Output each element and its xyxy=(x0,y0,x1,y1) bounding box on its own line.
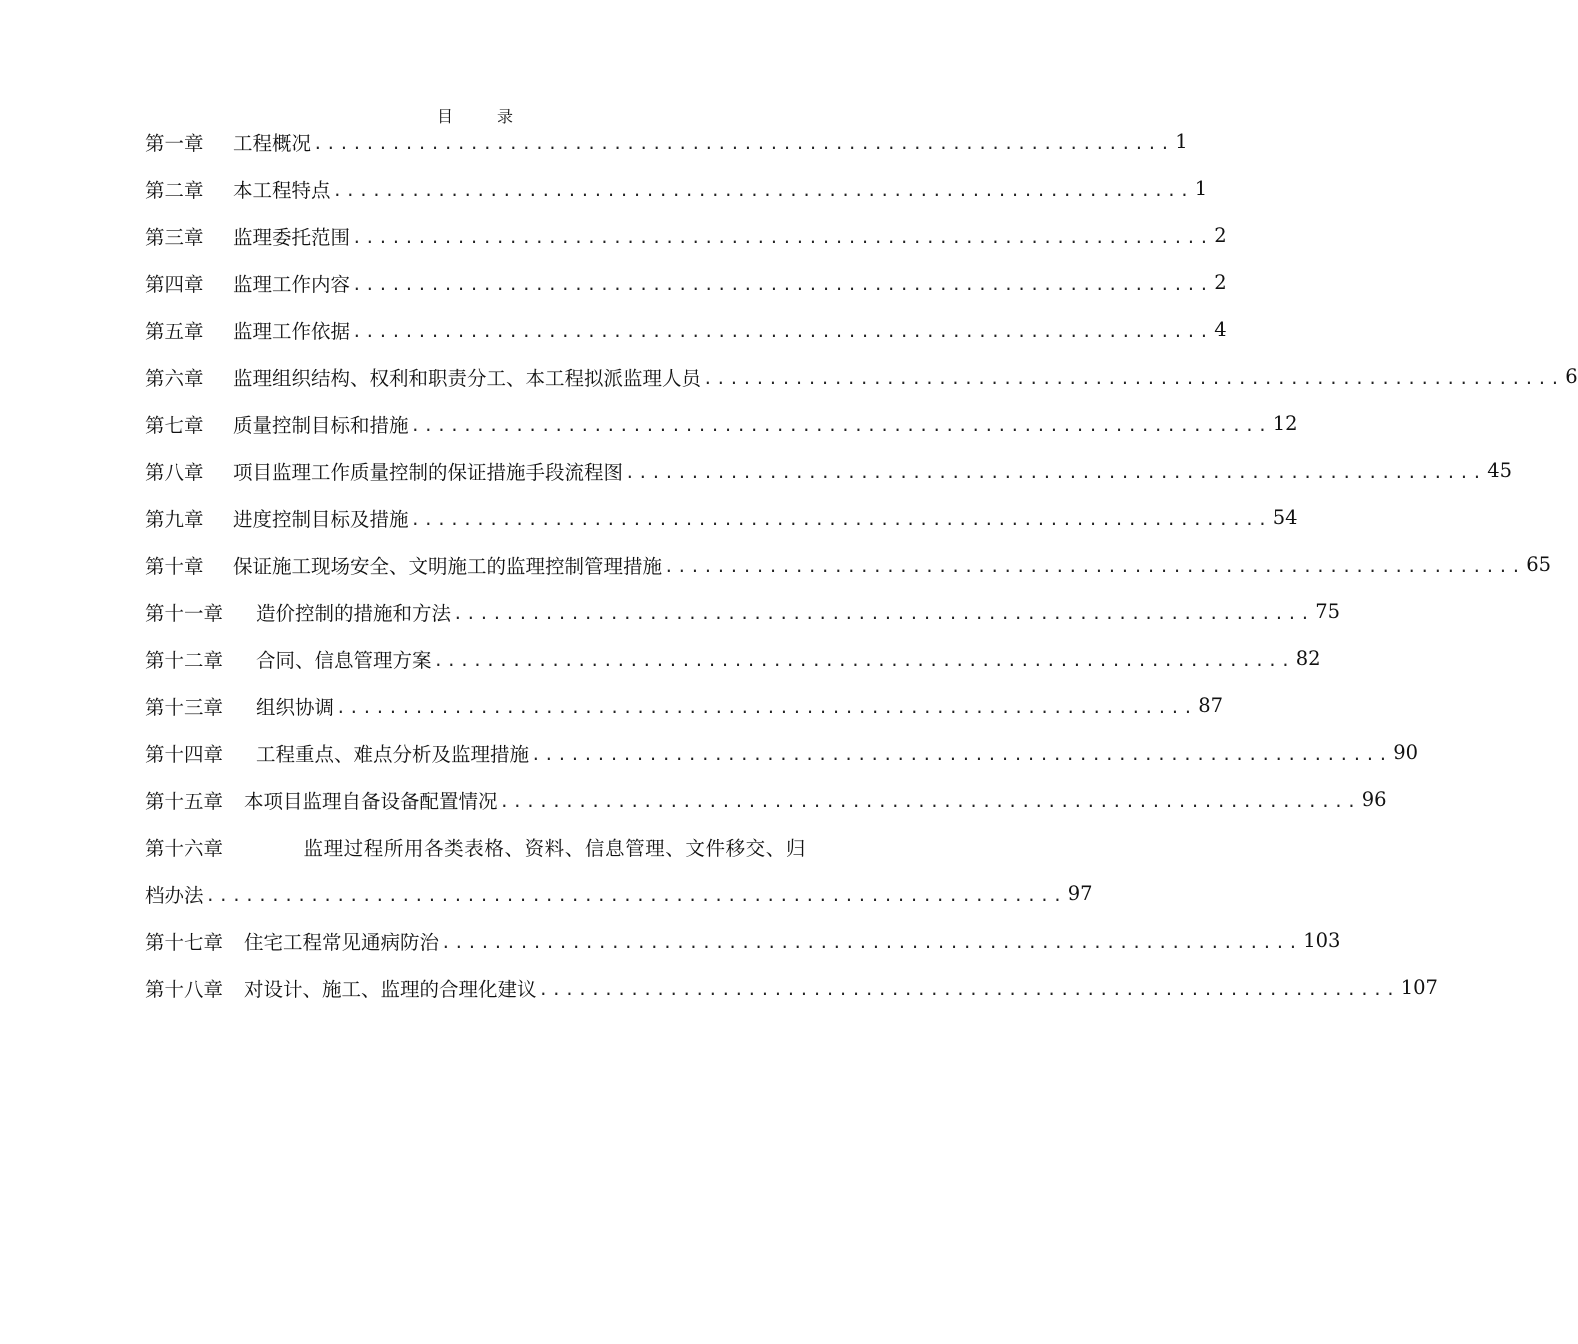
page-number: 1 xyxy=(1175,130,1188,153)
chapter-title: 监理过程所用各类表格、资料、信息管理、文件移交、归 xyxy=(303,836,806,860)
page-number: 97 xyxy=(1067,882,1093,905)
page-number: 65 xyxy=(1526,553,1552,576)
table-of-contents xyxy=(145,118,1578,1011)
page-number: 4 xyxy=(1214,318,1227,341)
page-number: 75 xyxy=(1315,600,1341,623)
chapter-title: 监理组织结构、权利和职责分工、本工程拟派监理人员 xyxy=(233,366,702,390)
chapter-number: 第三章 xyxy=(145,225,204,249)
dot-leader: .................................................................. xyxy=(499,792,1360,811)
chapter-number: 第七章 xyxy=(145,413,204,437)
chapter-title: 工程概况 xyxy=(233,131,312,155)
toc-entry[interactable] xyxy=(145,588,1341,635)
toc-entry[interactable] xyxy=(145,353,1578,400)
toc-entry[interactable] xyxy=(145,776,1387,823)
toc-entry[interactable] xyxy=(145,400,1298,447)
page-number: 1 xyxy=(1194,177,1208,200)
page-number: 2 xyxy=(1214,271,1227,294)
page-number: 90 xyxy=(1393,741,1419,764)
chapter-number: 第十二章 xyxy=(145,648,224,672)
chapter-title: 监理委托范围 xyxy=(233,225,351,249)
chapter-title: 本工程特点 xyxy=(233,178,331,202)
dot-leader: .................................................................. xyxy=(433,651,1294,670)
chapter-title: 监理工作依据 xyxy=(233,319,351,343)
toc-entry[interactable] xyxy=(145,635,1321,682)
toc-entry-continuation[interactable] xyxy=(145,870,1093,917)
page-number: 45 xyxy=(1487,459,1513,482)
dot-leader: .................................................................. xyxy=(313,134,1174,153)
chapter-title: 监理工作内容 xyxy=(233,272,351,296)
toc-entry[interactable] xyxy=(145,447,1513,494)
chapter-number: 第一章 xyxy=(145,131,204,155)
chapter-title: 对设计、施工、监理的合理化建议 xyxy=(244,977,537,1001)
dot-leader: .................................................................. xyxy=(538,980,1399,999)
dot-leader: .................................................................. xyxy=(625,463,1486,482)
toc-entry[interactable] xyxy=(145,306,1227,353)
page-number: 103 xyxy=(1303,929,1341,952)
toc-entry[interactable] xyxy=(145,964,1438,1011)
toc-entry[interactable] xyxy=(145,541,1552,588)
dot-leader: .................................................................. xyxy=(352,275,1213,294)
chapter-number: 第十章 xyxy=(145,554,204,578)
chapter-number: 第五章 xyxy=(145,319,204,343)
dot-leader: .................................................................. xyxy=(410,510,1271,529)
chapter-title: 项目监理工作质量控制的保证措施手段流程图 xyxy=(233,460,624,484)
page-number: 2 xyxy=(1214,224,1227,247)
chapter-number: 第十六章 xyxy=(145,836,224,860)
toc-entry[interactable] xyxy=(145,259,1227,306)
chapter-number: 第九章 xyxy=(145,507,204,531)
chapter-title-continuation: 档办法 xyxy=(145,883,204,907)
dot-leader: .................................................................. xyxy=(332,181,1193,200)
chapter-title: 质量控制目标和措施 xyxy=(233,413,409,437)
page-number: 82 xyxy=(1295,647,1321,670)
toc-entry[interactable] xyxy=(145,823,806,870)
dot-leader: .................................................................. xyxy=(205,886,1066,905)
chapter-title: 本项目监理自备设备配置情况 xyxy=(244,789,498,813)
chapter-title: 工程重点、难点分析及监理措施 xyxy=(256,742,530,766)
page-number: 107 xyxy=(1400,976,1438,999)
chapter-title: 住宅工程常见通病防治 xyxy=(244,930,440,954)
chapter-number: 第六章 xyxy=(145,366,204,390)
toc-entry[interactable] xyxy=(145,494,1298,541)
page-number: 87 xyxy=(1198,694,1224,717)
page-number: 12 xyxy=(1272,412,1298,435)
toc-entry[interactable] xyxy=(145,165,1208,212)
chapter-number: 第十三章 xyxy=(145,695,224,719)
dot-leader: .................................................................. xyxy=(531,745,1392,764)
dot-leader: .................................................................. xyxy=(352,228,1213,247)
dot-leader: .................................................................. xyxy=(664,557,1525,576)
page-number: 96 xyxy=(1361,788,1387,811)
toc-entry[interactable] xyxy=(145,118,1188,165)
chapter-title: 保证施工现场安全、文明施工的监理控制管理措施 xyxy=(233,554,663,578)
chapter-title: 组织协调 xyxy=(256,695,335,719)
chapter-number: 第十七章 xyxy=(145,930,224,954)
chapter-number: 第十五章 xyxy=(145,789,224,813)
chapter-title: 合同、信息管理方案 xyxy=(256,648,432,672)
chapter-number: 第十一章 xyxy=(145,601,224,625)
toc-title: 目 录 xyxy=(436,107,527,126)
toc-entry[interactable] xyxy=(145,212,1227,259)
chapter-number: 第二章 xyxy=(145,178,204,202)
toc-entry[interactable] xyxy=(145,729,1419,776)
dot-leader: .................................................................. xyxy=(336,698,1197,717)
chapter-number: 第四章 xyxy=(145,272,204,296)
dot-leader: .................................................................. xyxy=(352,322,1213,341)
chapter-number: 第十八章 xyxy=(145,977,224,1001)
chapter-title: 造价控制的措施和方法 xyxy=(256,601,452,625)
chapter-number: 第八章 xyxy=(145,460,204,484)
dot-leader: .................................................................. xyxy=(703,369,1564,388)
chapter-title: 进度控制目标及措施 xyxy=(233,507,409,531)
page-number: 6 xyxy=(1565,365,1578,388)
page-number: 54 xyxy=(1272,506,1298,529)
dot-leader: .................................................................. xyxy=(441,933,1302,952)
toc-entry[interactable] xyxy=(145,682,1224,729)
chapter-number: 第十四章 xyxy=(145,742,224,766)
toc-entry[interactable] xyxy=(145,917,1341,964)
dot-leader: .................................................................. xyxy=(453,604,1314,623)
dot-leader: .................................................................. xyxy=(410,416,1271,435)
